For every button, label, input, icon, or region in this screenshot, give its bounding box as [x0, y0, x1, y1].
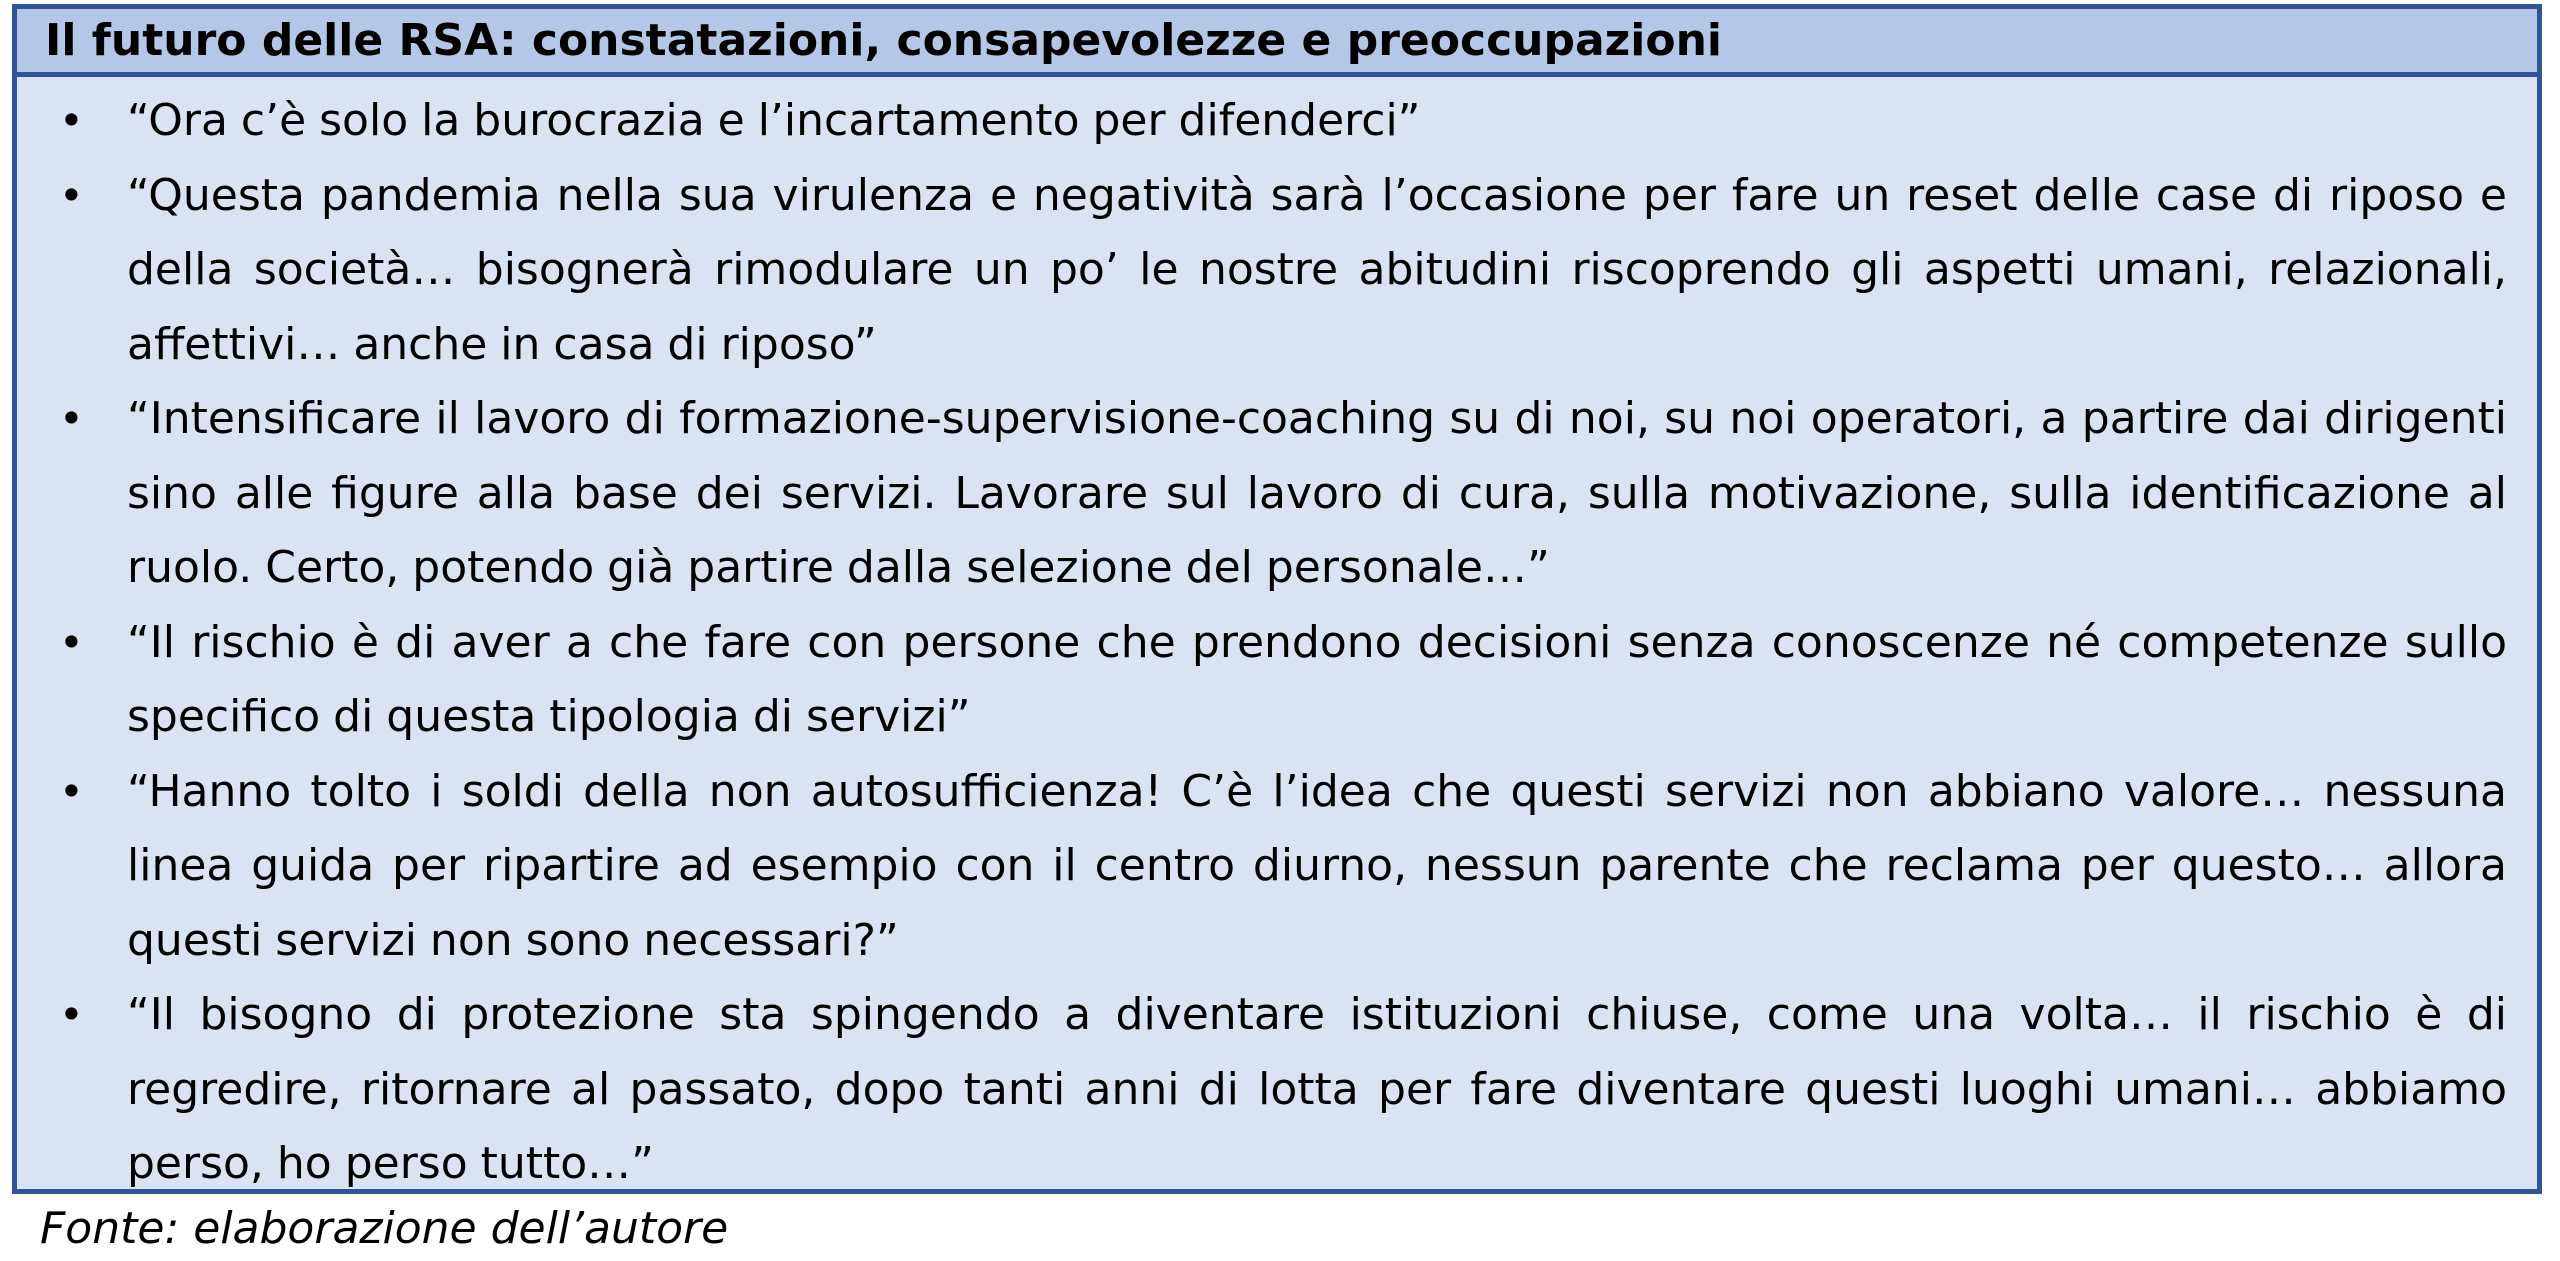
bullet-icon: • — [59, 96, 84, 145]
quote-text: “Intensificare il lavoro di formazione-supervisione-coaching su di noi, su noi operatori, a partire dai dirigenti sino alle figure alla base dei servizi. Lavorare sul lavoro di cura, sulla motivazione, sulla identificazione al ruolo. Certo, potendo già partire dalla selezione del personale…” — [127, 393, 2507, 593]
bullet-icon: • — [59, 170, 84, 220]
quote-text: “Il rischio è di aver a che fare con persone che prendono decisioni senza conoscenze né competenze sullo specifico di questa tipologia di servizi” — [127, 616, 2507, 742]
quote-text: “Hanno tolto i soldi della non autosufficienza! C’è l’idea che questi servizi non abbiano valore… nessuna linea guida per ripartire ad esempio con il centro diurno, nessun parente che reclama per questo… allora questi servizi non sono necessari?” — [127, 765, 2507, 966]
bullet-icon: • — [59, 990, 84, 1039]
bullet-icon: • — [59, 394, 84, 443]
list-item — [47, 978, 2507, 1202]
quote-text: “Ora c’è solo la burocrazia e l’incartamento per difenderci” — [127, 95, 1421, 146]
list-item — [47, 606, 2507, 755]
list-item — [47, 84, 2507, 159]
list-item — [47, 159, 2507, 383]
quote-box — [12, 4, 2542, 1194]
list-item — [47, 382, 2507, 606]
bullet-icon: • — [59, 766, 84, 816]
quote-list — [17, 77, 2537, 1202]
quote-text: “Questa pandemia nella sua virulenza e negatività sarà l’occasione per fare un reset delle case di riposo e della società… bisognerà rimodulare un po’ le nostre abitudini riscoprendo gli aspetti umani, relazionali, affettivi… anche in casa di riposo” — [127, 169, 2507, 370]
quote-text: “Il bisogno di protezione sta spingendo a diventare istituzioni chiuse, come una volta… il rischio è di regredire, ritornare al passato, dopo tanti anni di lotta per fare diventare questi luoghi umani… abbiamo perso, ho perso tutto…” — [127, 989, 2507, 1189]
source-caption: Fonte: elaborazione dell’autore — [40, 1203, 729, 1254]
box-header — [17, 9, 2537, 77]
list-item — [47, 755, 2507, 979]
box-title: Il futuro delle RSA: constatazioni, consapevolezze e preoccupazioni — [45, 14, 1722, 66]
bullet-icon: • — [59, 617, 84, 667]
